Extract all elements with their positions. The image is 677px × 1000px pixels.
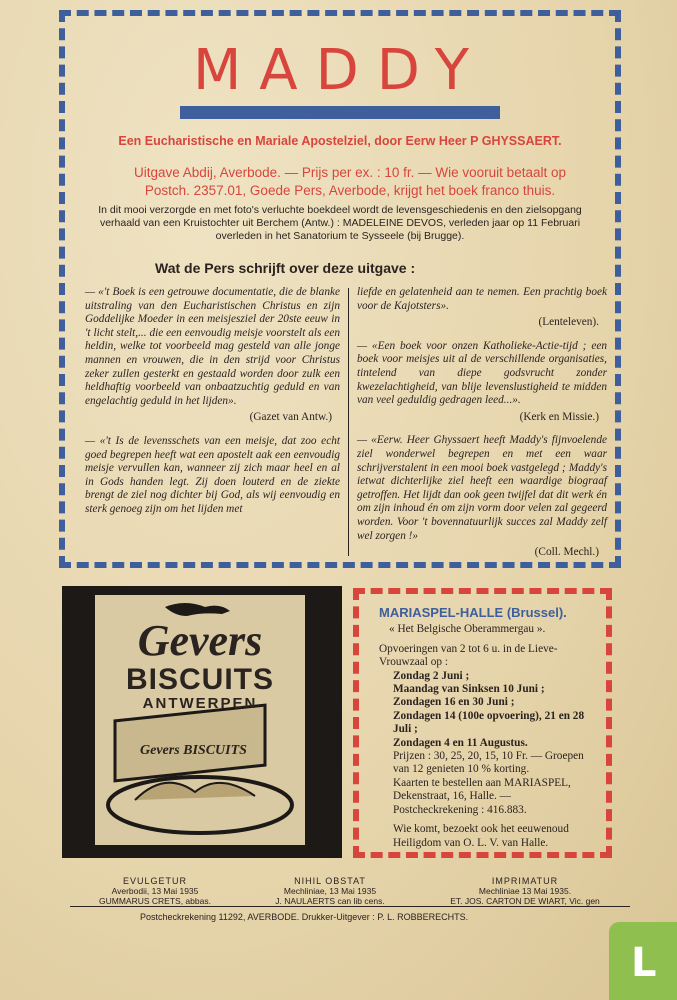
- quotes-right-column: [357, 286, 607, 570]
- pub-line-2: Postch. 2357.01, Goede Pers, Averbode, krijgt het boek franco thuis.: [144, 183, 556, 198]
- footer-imprint: Postcheckrekening 11292, AVERBODE. Drukker-Uitgever : P. L. ROBBERECHTS.: [140, 912, 469, 922]
- book-subtitle: Een Eucharistische en Mariale Apostelziel, door Eerw Heer P GHYSSAERT.: [118, 134, 562, 148]
- box-label: Gevers BISCUITS: [140, 743, 247, 758]
- approval-head: IMPRIMATUR: [491, 876, 559, 886]
- list-item: Wie komt, bezoekt ook het eeuwenoud Heiligdom van O. L. V. van Halle.: [393, 823, 569, 849]
- quotes-left-column: [85, 286, 340, 517]
- list-item: Zondagen 4 en 11 Augustus.: [393, 736, 528, 749]
- gevers-biscuits-ad: [62, 586, 342, 858]
- gevers-ad-panel: [92, 592, 308, 848]
- column-divider: [348, 288, 349, 556]
- approval-line: Mechliniae, 13 Mai 1935: [283, 886, 377, 896]
- brand-name: Gevers: [137, 616, 263, 665]
- brand-city: ANTWERPEN: [142, 695, 258, 712]
- list-item: Zondagen 14 (100e opvoering), 21 en 28 Juli ;: [393, 709, 585, 736]
- brand-product: BISCUITS: [125, 663, 274, 696]
- quote-text: liefde en gelatenheid aan te nemen. Een prachtig boek voor de Kajotsters».: [357, 286, 607, 312]
- list-item: Zondag 2 Juni ;: [393, 669, 470, 682]
- publication-info: [105, 164, 595, 200]
- list-item: Kaarten te bestellen aan MARIASPEL, Dekenstraat, 16, Halle. — Postcheckrekening : 416.883.: [393, 776, 571, 816]
- mariaspel-body: [379, 643, 598, 850]
- pub-line-1: Uitgave Abdij, Averbode. — Prijs per ex. : 10 fr. — Wie vooruit betaalt op: [134, 165, 566, 180]
- badge-letter: L: [631, 940, 657, 986]
- approval-line: ET. JOS. CARTON DE WIART, Vic. gen: [450, 896, 600, 906]
- approval-line: J. NAULAERTS can lib cens.: [275, 896, 385, 906]
- page-title: MADDY: [192, 38, 487, 103]
- quote-text: — «'t Boek is een getrouwe documentatie, die de blanke uitstraling van den Eucharistischen Christus en zijn Goddelijke Moeder in een meisjesziel der 20ste eeuw in 't licht stelt,... die een eenvoudig meisje voorstelt als een heldin, welke tot voorbeeld mag gesteld van alle jonge mannen en vrouwen, die in den strijd voor Christus zeker zullen gesterkt en gestaald worden door zulk een heldhaftig voorbeeld van onbaatzuchtig geduld en van engelachtig geduld in het lijden».: [85, 286, 340, 407]
- approval-line: GUMMARUS CRETS, abbas.: [99, 896, 211, 906]
- quote-text: — «'t Is de levensschets van een meisje, dat zoo echt goed begrepen heeft wat een apostelt aak een eenvoudig meisje vervullen kan, wanneer zij zich maar heel en al in Gods handen legt. Zij doen louterd en de ziekte brengt de ziel nog dichter bij God, als wij eenvoudig en sterk genoeg zijn om het lijden met: [85, 434, 340, 515]
- list-item: Zondagen 16 en 30 Juni ;: [393, 696, 515, 709]
- approval-head: NIHIL OBSTAT: [294, 876, 366, 886]
- quote-source: (Lenteleven).: [538, 316, 599, 329]
- approval-nihil-obstat: [255, 876, 405, 906]
- approval-line: Averbodii, 13 Mai 1935: [111, 886, 199, 896]
- approval-line: Mechliniae 13 Mai 1935.: [478, 886, 572, 896]
- approval-imprimatur: [425, 876, 625, 906]
- corner-badge: [609, 922, 677, 1000]
- mariaspel-title: MARIASPEL-HALLE (Brussel).: [379, 605, 567, 620]
- quote-source: (Gazet van Antw.): [249, 411, 332, 424]
- title-underline: [180, 106, 500, 119]
- list-item: Maandag van Sinksen 10 Juni ;: [393, 683, 545, 696]
- mariaspel-subtitle: « Het Belgische Oberammergau ».: [389, 623, 546, 636]
- press-heading: Wat de Pers schrijft over deze uitgave :: [155, 260, 416, 276]
- approval-evulgetur: [80, 876, 230, 906]
- quote-source: (Kerk en Missie.): [519, 410, 599, 423]
- quote-text: — «Een boek voor onzen Katholieke-Actie-tijd ; een boek voor meisjes uit al de verschillende organisaties, tintelend van diepe godsvrucht zonder kwezelachtigheid, van blije levenslustigheid te midden van veel geduldig gedragen leed...».: [357, 339, 607, 407]
- divider: [70, 906, 630, 907]
- intro-text: In dit mooi verzorgde en met foto's verluchte boekdeel wordt de levensgeschiedenis en den zielsopgang verhaald van een Kruistochter uit Berchem (Antw.) : MADELEINE DEVOS, verleden jaar op 11 Februari overleden in het Sanatorium te Sysseele (bij Brugge).: [98, 204, 582, 242]
- list-item: Prijzen : 30, 25, 20, 15, 10 Fr. — Groepen van 12 genieten 10 % korting.: [393, 750, 584, 776]
- quote-text: — «Eerw. Heer Ghyssaert heeft Maddy's fijnvoelende ziel wonderwel begrepen en met een waar schrijverstalent in een mooi boek vastgelegd ; Maddy's ietwat dichterlijke ziel heeft een waardige biograaf getroffen. Het lijdt dan ook geen twijfel dat dit werk én om zijn inhoud én om zijn vorm door velen zal gegeerd worden. Voor 't bovennatuurlijk succes zal Maddy zelf wel zorgen !»: [357, 434, 607, 542]
- quote-source: (Coll. Mechl.): [534, 546, 599, 559]
- list-item: Opvoeringen van 2 tot 6 u. in de Lieve-Vrouwzaal op :: [379, 642, 558, 669]
- maddy-announcement: [59, 10, 621, 568]
- mariaspel-ad: [353, 588, 612, 858]
- approval-head: EVULGETUR: [122, 876, 187, 886]
